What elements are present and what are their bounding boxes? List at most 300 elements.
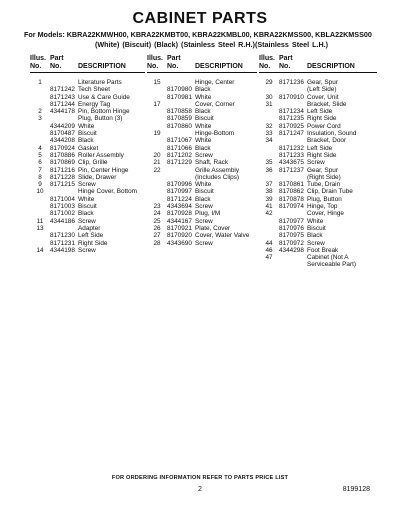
parts-row (259, 159, 377, 166)
part-number: 8170997 (167, 188, 192, 196)
part-number: 4344178 (50, 108, 75, 116)
part-description: Screw (78, 217, 96, 225)
parts-row (30, 247, 145, 254)
part-description: Black (195, 108, 211, 116)
parts-row (30, 108, 145, 115)
illus-number (147, 123, 167, 130)
part-number: 8170996 (167, 181, 192, 189)
column-header: Illus. No. Part No. DESCRIPTION (147, 55, 257, 73)
part-description: Screw (78, 181, 96, 189)
column-header: Illus. No. Part No. DESCRIPTION (259, 55, 377, 73)
part-description: Energy Tag (78, 100, 111, 108)
part-description: Clip, Grille (78, 159, 108, 167)
part-number: 8171202 (167, 151, 192, 159)
part-number: 8170976 (279, 224, 304, 232)
parts-row (30, 86, 145, 93)
parts-row (147, 210, 257, 217)
parts-row (147, 137, 257, 144)
part-number: 4343694 (167, 203, 192, 211)
part-description: Black (78, 210, 94, 218)
illus-number: 19 (153, 130, 161, 138)
part-number: 4344208 (50, 137, 75, 145)
part-description: Tube, Drain (307, 181, 341, 189)
part-description: Left Side (307, 144, 333, 152)
illus-number: 9 (38, 181, 42, 189)
part-description: Black (195, 86, 211, 94)
part-description: Biscuit (195, 115, 214, 123)
part-number (50, 115, 78, 122)
part-description: Bracket, Slide (307, 100, 347, 108)
part-number: 8170869 (50, 159, 75, 167)
parts-row (259, 79, 377, 86)
parts-row (259, 137, 377, 144)
part-description: Gasket (78, 144, 99, 152)
parts-row (147, 240, 257, 247)
parts-row (147, 86, 257, 93)
part-description: White (307, 217, 324, 225)
parts-row (259, 203, 377, 210)
illus-number: 41 (265, 203, 273, 211)
part-number: 8170862 (279, 188, 304, 196)
parts-row (259, 261, 377, 268)
parts-row (147, 159, 257, 166)
parts-row (259, 225, 377, 232)
part-description: Cover, Water Valve (195, 232, 250, 240)
illus-number: 34 (265, 137, 273, 145)
part-number: 8170878 (279, 195, 304, 203)
part-description: Power Cord (307, 122, 341, 130)
part-number: 8171232 (279, 144, 304, 152)
part-number (279, 101, 307, 108)
illus-number: 29 (265, 79, 273, 86)
part-number (279, 254, 307, 261)
illus-number: 21 (153, 159, 161, 167)
part-number (279, 261, 307, 268)
part-description: Screw (195, 217, 213, 225)
parts-row (30, 167, 145, 174)
illus-number (30, 196, 50, 203)
part-number (50, 225, 78, 232)
part-number: 4343675 (279, 159, 304, 167)
parts-row (147, 188, 257, 195)
part-description: Hinge Cover, Bottom (78, 188, 137, 196)
part-number: 8170920 (167, 232, 192, 240)
part-number: 8171002 (50, 210, 75, 218)
illus-number: 26 (153, 224, 161, 232)
parts-row (147, 101, 257, 108)
parts-row (30, 130, 145, 137)
part-description: Tech Sheet (78, 86, 110, 94)
illus-number: 8 (38, 173, 42, 181)
ordering-footer: FOR ORDERING INFORMATION REFER TO PARTS PRICE LIST (111, 475, 289, 481)
part-description: White (195, 181, 212, 189)
illus-number: 30 (265, 93, 273, 101)
illus-number: 7 (38, 166, 42, 174)
part-number: 8170972 (279, 239, 304, 247)
illus-number (259, 174, 279, 181)
illus-number (30, 137, 50, 144)
part-number: 8171244 (50, 100, 75, 108)
illus-number: 25 (153, 217, 161, 225)
illus-number (259, 108, 279, 115)
column-header: Illus. No. Part No. DESCRIPTION (30, 55, 145, 73)
part-description: Black (195, 144, 211, 152)
parts-row (147, 79, 257, 86)
parts-column-2 (147, 55, 257, 247)
part-description: Pin, Center Hinge (78, 166, 129, 174)
part-description: Right Side (307, 151, 337, 159)
illus-number: 44 (265, 239, 273, 247)
part-description: Left Side (78, 232, 104, 240)
model-list: For Models: KBRA22KMWH00, KBRA22KMBT00, KBRA22KMBL00, KBRA22KMSS00, KBLA22KMSS00 (24, 30, 372, 39)
part-description: Right Side (78, 239, 108, 247)
illus-number: 5 (38, 151, 42, 159)
illus-number (259, 115, 279, 122)
part-description: Foot Break (307, 246, 339, 254)
parts-row (259, 218, 377, 225)
part-number (167, 167, 195, 174)
illus-number (30, 210, 50, 217)
part-number: 8171231 (50, 239, 75, 247)
illus-number: 36 (265, 166, 273, 174)
parts-row (259, 115, 377, 122)
part-description: White (78, 195, 95, 203)
illus-number (147, 145, 167, 152)
illus-number (147, 174, 167, 181)
illus-number (259, 261, 279, 268)
parts-row (30, 79, 145, 86)
part-number: 4344298 (279, 246, 304, 254)
page-title: CABINET PARTS (132, 10, 268, 27)
part-number: 8170858 (167, 108, 192, 116)
illus-number: 27 (153, 232, 161, 240)
part-description: Plug, Button (307, 195, 342, 203)
parts-row (147, 115, 257, 122)
part-description: Literature Parts (78, 79, 122, 86)
part-number: 8170886 (50, 151, 75, 159)
illus-number: 15 (153, 79, 161, 86)
part-number: 8171066 (167, 144, 192, 152)
parts-row (259, 196, 377, 203)
part-number (50, 79, 78, 86)
part-description: Pin, Bottom Hinge (78, 108, 130, 116)
part-description: Biscuit (307, 224, 326, 232)
part-description: Plug, Button (3) (78, 115, 123, 123)
part-description: Grille Assembly (195, 166, 240, 174)
page-number: 2 (198, 486, 202, 493)
part-number: 4344198 (50, 246, 75, 254)
parts-row (147, 152, 257, 159)
parts-row (147, 181, 257, 188)
part-number (167, 101, 195, 108)
parts-row (147, 196, 257, 203)
part-number: 8170860 (167, 122, 192, 130)
parts-row (147, 145, 257, 152)
part-number: 8170975 (279, 232, 304, 240)
part-description: Screw (307, 239, 325, 247)
part-description: Serviceable Part) (307, 261, 357, 269)
part-description: White (195, 122, 212, 130)
part-description: Use & Care Guide (78, 93, 130, 101)
illus-number: 3 (38, 115, 42, 123)
parts-row (259, 167, 377, 174)
illus-number (30, 203, 50, 210)
illus-number (259, 225, 279, 232)
parts-row (259, 232, 377, 239)
parts-row (30, 240, 145, 247)
part-description: (Left Side) (307, 86, 337, 94)
part-description: Insulation, Sound (307, 130, 357, 138)
illus-number (147, 188, 167, 195)
parts-row (259, 130, 377, 137)
illus-number: 6 (38, 159, 42, 167)
illus-number (30, 86, 50, 93)
illus-number (147, 108, 167, 115)
parts-row (30, 94, 145, 101)
part-description: Roller Assembly (78, 151, 124, 159)
part-number: 8170980 (167, 86, 192, 94)
part-description: Hinge, Center (195, 79, 235, 86)
illus-number: 37 (265, 181, 273, 189)
parts-row (259, 94, 377, 101)
parts-row (30, 232, 145, 239)
part-description: Cover, Unit (307, 93, 339, 101)
parts-row (259, 86, 377, 93)
illus-number (30, 232, 50, 239)
illus-number (259, 145, 279, 152)
illus-number: 23 (153, 203, 161, 211)
part-description: White (78, 122, 95, 130)
part-description: (Right Side) (307, 173, 341, 181)
part-description: Clip, Drain Tube (307, 188, 353, 196)
parts-row (30, 181, 145, 188)
illus-number (147, 196, 167, 203)
illus-number: 11 (36, 217, 44, 225)
parts-row (259, 210, 377, 217)
parts-row (259, 123, 377, 130)
part-description: Gear, Spur (307, 79, 338, 86)
part-number: 8171004 (50, 195, 75, 203)
part-number (167, 79, 195, 86)
illus-number (30, 130, 50, 137)
part-number: 4344167 (167, 217, 192, 225)
part-number: 8170859 (167, 115, 192, 123)
illus-number: 32 (265, 122, 273, 130)
parts-row (147, 108, 257, 115)
part-number: 8170928 (167, 210, 192, 218)
illus-number (259, 152, 279, 159)
part-number: 8171215 (50, 181, 75, 189)
part-description: Black (78, 137, 94, 145)
parts-row (259, 145, 377, 152)
part-description: Slide, Drawer (78, 173, 117, 181)
part-number: 8171242 (50, 86, 75, 94)
parts-row (259, 101, 377, 108)
part-description: Plug, I/M (195, 210, 221, 218)
part-number: 8171243 (50, 93, 75, 101)
part-description: White (195, 137, 212, 145)
part-number: 8171216 (50, 166, 75, 174)
part-number: 8170974 (279, 203, 304, 211)
parts-row (30, 225, 145, 232)
part-number: 8171236 (279, 79, 304, 86)
illus-number (259, 232, 279, 239)
part-description: Cabinet (Not A (307, 254, 349, 262)
parts-row (147, 225, 257, 232)
part-number: 8170487 (50, 130, 75, 138)
part-number: 8170921 (167, 224, 192, 232)
part-number: 8171234 (279, 108, 304, 116)
illus-number: 38 (265, 188, 273, 196)
part-description: Biscuit (78, 130, 97, 138)
part-number: 8171237 (279, 166, 304, 174)
illus-number: 17 (153, 100, 161, 108)
illus-number (30, 240, 50, 247)
illus-number: 22 (153, 166, 161, 174)
parts-row (30, 101, 145, 108)
part-description: Gear, Spur (307, 166, 338, 174)
parts-column-3 (259, 55, 377, 269)
part-number: 8171228 (50, 173, 75, 181)
illus-number (30, 123, 50, 130)
parts-row (30, 188, 145, 195)
part-number: 8170910 (279, 93, 304, 101)
part-description: Plate, Cover (195, 224, 231, 232)
parts-row (30, 115, 145, 122)
parts-row (30, 218, 145, 225)
part-number: 8171233 (279, 151, 304, 159)
illus-number: 42 (265, 210, 273, 218)
part-number (279, 174, 307, 181)
part-number: 8171235 (279, 115, 304, 123)
part-number: 8171247 (279, 130, 304, 138)
illus-number: 35 (265, 159, 273, 167)
illus-number: 33 (265, 130, 273, 138)
illus-number: 4 (38, 144, 42, 152)
part-description: (Includes Clips) (195, 173, 240, 181)
part-number: 8170925 (279, 122, 304, 130)
part-description: Adapter (78, 224, 101, 232)
part-description: White (195, 93, 212, 101)
part-description: Screw (307, 159, 325, 167)
part-number: 8171003 (50, 203, 75, 211)
part-number (279, 137, 307, 144)
illus-number: 10 (36, 188, 44, 196)
part-number: 8170977 (279, 217, 304, 225)
parts-column-1 (30, 55, 145, 254)
illus-number: 46 (265, 246, 273, 254)
part-number: 8171230 (50, 232, 75, 240)
part-number (50, 188, 78, 195)
parts-row (30, 196, 145, 203)
part-description: Cover, Hinge (307, 210, 344, 218)
parts-row (30, 174, 145, 181)
parts-row (147, 232, 257, 239)
parts-row (259, 174, 377, 181)
illus-number (30, 94, 50, 101)
part-number (279, 210, 307, 217)
part-description: Screw (195, 203, 213, 211)
illus-number: 39 (265, 195, 273, 203)
illus-number (147, 94, 167, 101)
parts-row (259, 254, 377, 261)
parts-row (30, 137, 145, 144)
illus-number (147, 137, 167, 144)
part-description: Bracket, Door (307, 137, 347, 145)
illus-number: 24 (153, 210, 161, 218)
illus-number: 2 (38, 108, 42, 116)
illus-number: 13 (36, 224, 44, 232)
parts-row (259, 188, 377, 195)
part-number: 8171067 (167, 137, 192, 145)
parts-row (30, 123, 145, 130)
part-description: Black (307, 232, 323, 240)
part-description: Screw (195, 151, 213, 159)
part-number: 8171229 (167, 159, 192, 167)
illus-number: 28 (153, 239, 161, 247)
parts-row (147, 130, 257, 137)
parts-row (259, 108, 377, 115)
parts-row (147, 123, 257, 130)
part-description: Biscuit (195, 188, 214, 196)
part-description: Biscuit (78, 203, 97, 211)
part-description: Screw (78, 246, 96, 254)
parts-row (30, 145, 145, 152)
illus-number: 1 (38, 79, 42, 86)
illus-number: 47 (265, 254, 273, 262)
illus-number: 20 (153, 151, 161, 159)
document-number: 8199128 (342, 486, 370, 493)
illus-number (30, 101, 50, 108)
model-colors: (White) (Biscuit) (Black) (Stainless Steel R.H.)(Stainless Steel L.H.) (95, 40, 329, 49)
part-description: Cover, Corner (195, 100, 235, 108)
parts-row (30, 210, 145, 217)
parts-row (30, 159, 145, 166)
part-number: 8170981 (167, 93, 192, 101)
parts-row (147, 218, 257, 225)
illus-number (147, 115, 167, 122)
part-number: 8170924 (50, 144, 75, 152)
illus-number (147, 181, 167, 188)
part-number: 4343690 (167, 239, 192, 247)
part-description: Black (195, 195, 211, 203)
part-description: Hinge, Top (307, 203, 338, 211)
part-description: Hinge-Bottom (195, 130, 235, 138)
parts-row (259, 247, 377, 254)
illus-number: 31 (265, 100, 273, 108)
part-number (279, 86, 307, 93)
part-number: 8170861 (279, 181, 304, 189)
illus-number (259, 86, 279, 93)
part-description: Left Side (307, 108, 333, 116)
part-number (167, 174, 195, 181)
part-description: Screw (195, 239, 213, 247)
part-description: Shaft, Rack (195, 159, 229, 167)
illus-number: 14 (36, 246, 44, 254)
parts-row (259, 181, 377, 188)
part-number (167, 130, 195, 137)
part-description: Right Side (307, 115, 337, 123)
part-number: 8171224 (167, 195, 192, 203)
part-number: 4344209 (50, 122, 75, 130)
parts-row (30, 152, 145, 159)
parts-row (147, 174, 257, 181)
parts-row (147, 203, 257, 210)
part-number: 4344186 (50, 217, 75, 225)
parts-row (147, 94, 257, 101)
illus-number (259, 218, 279, 225)
illus-number (147, 86, 167, 93)
